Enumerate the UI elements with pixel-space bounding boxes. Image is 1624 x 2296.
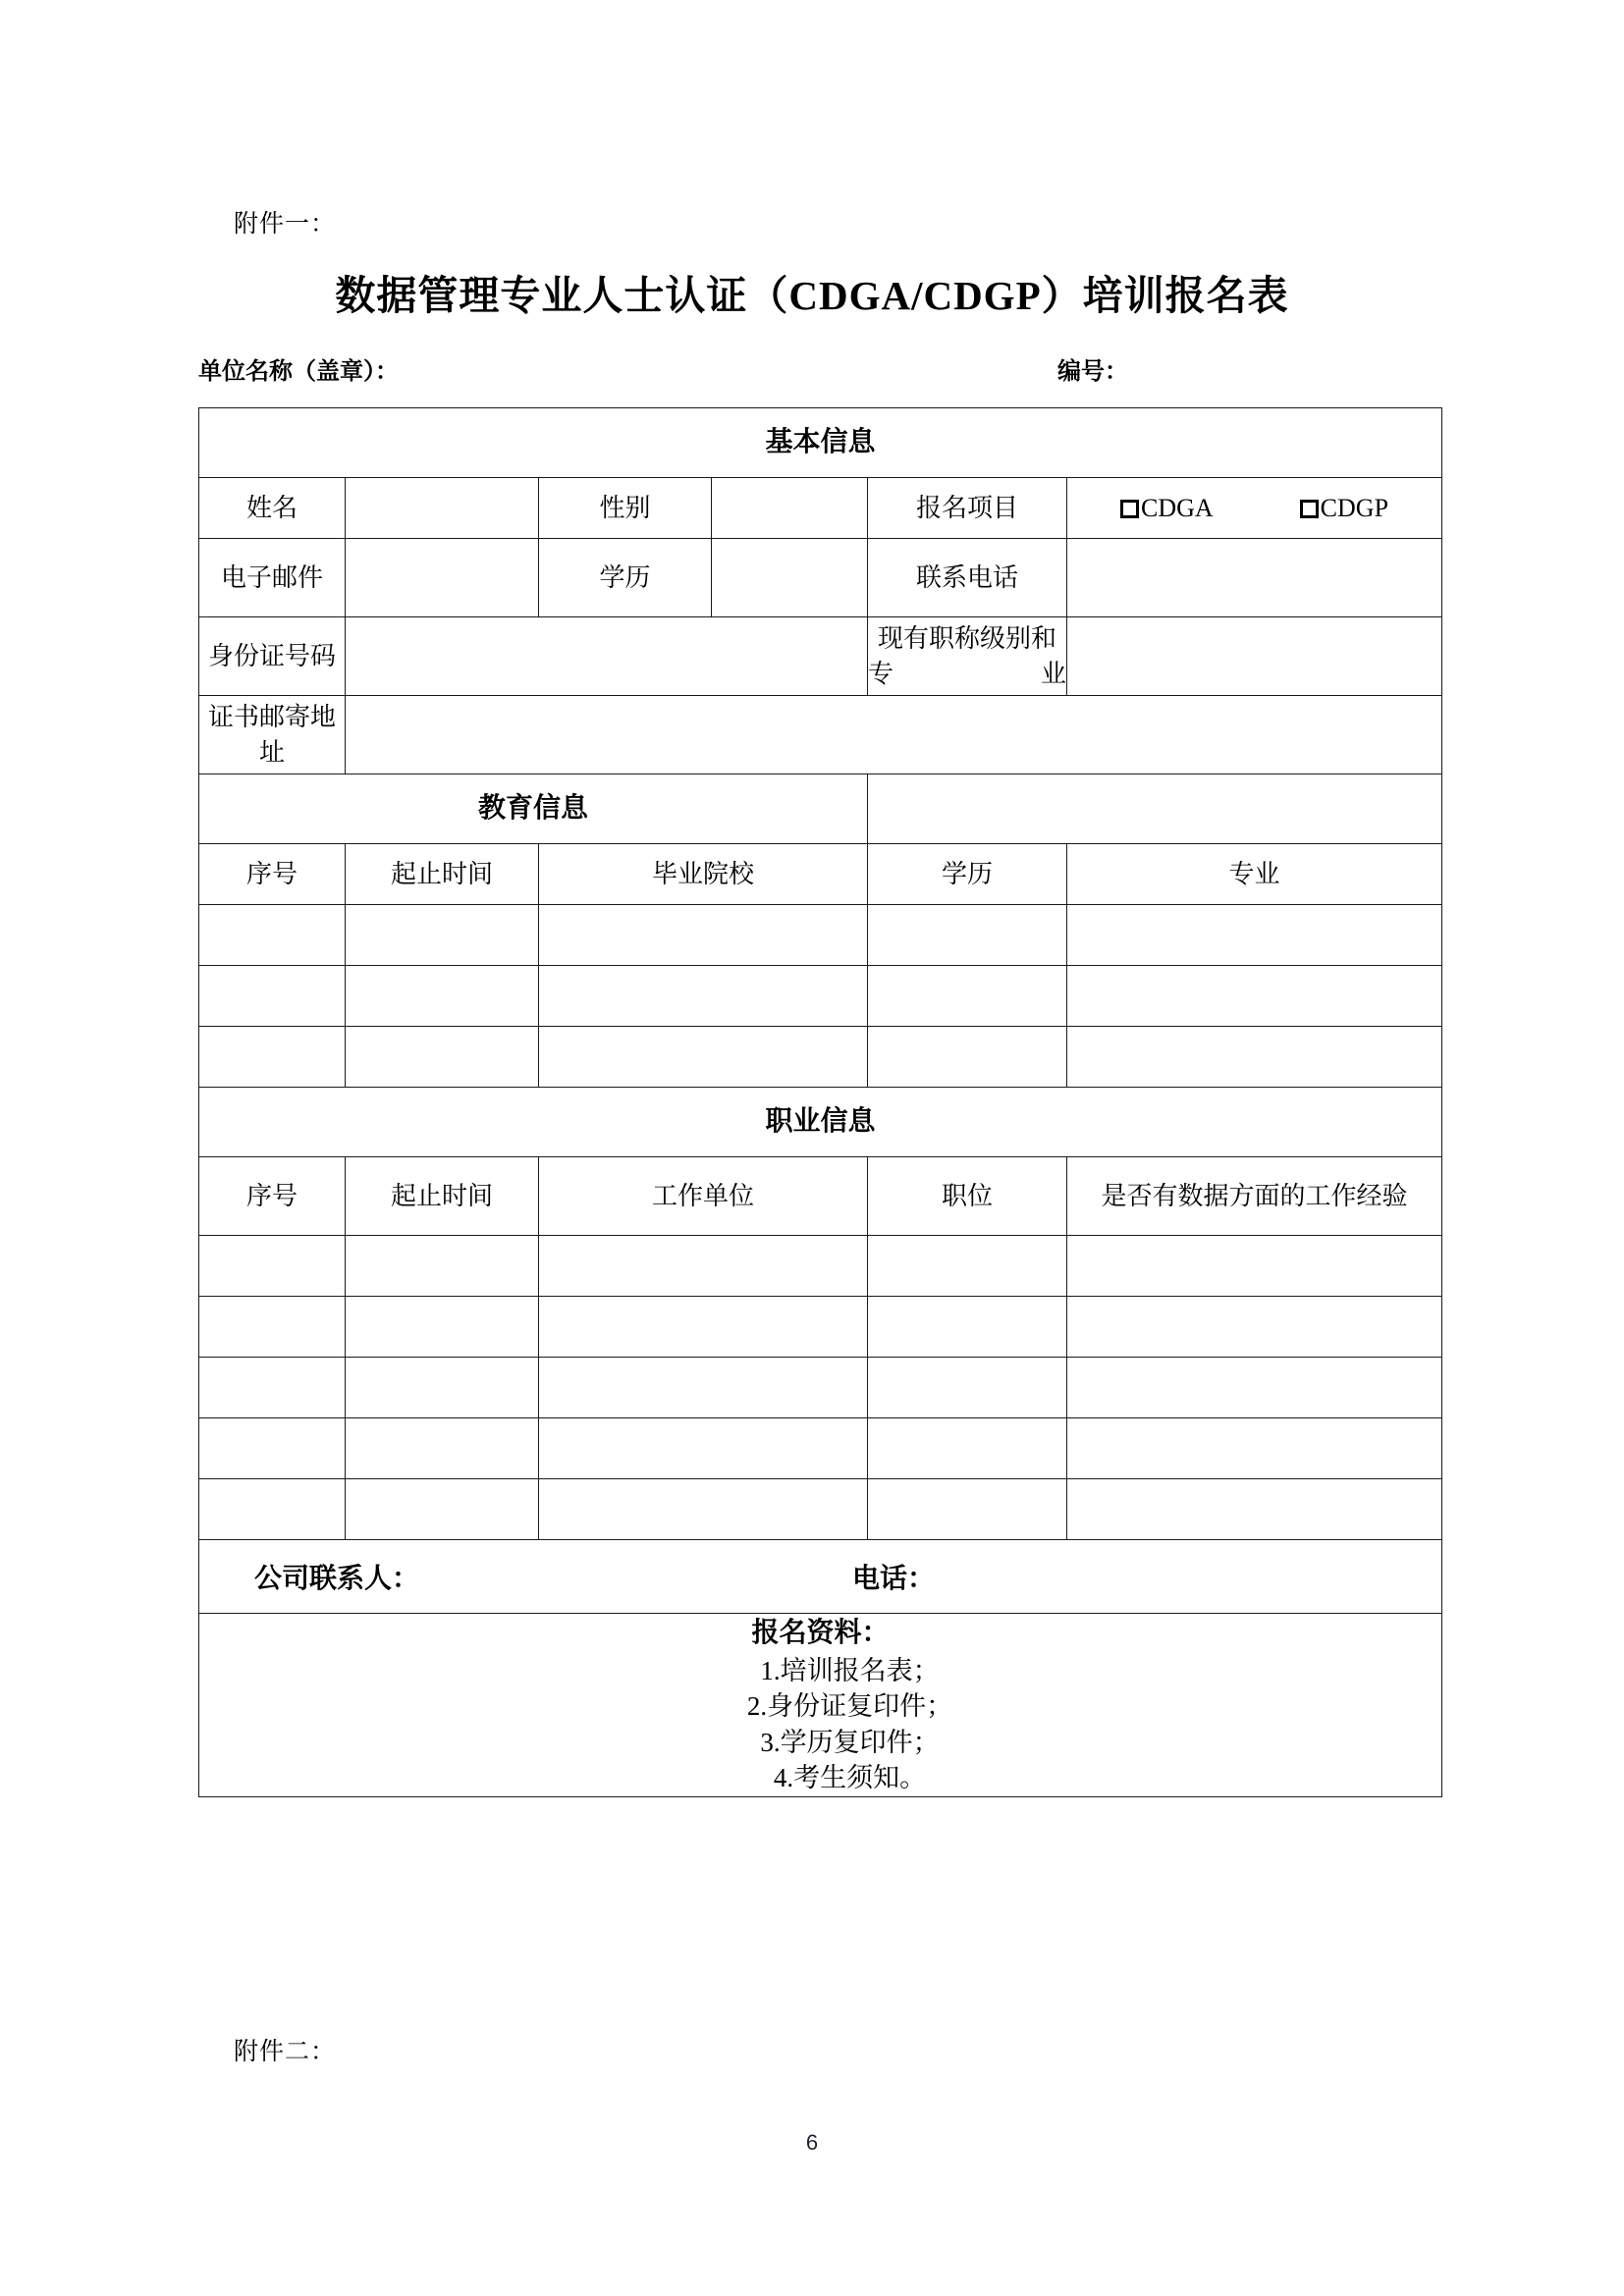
cell-edu-school[interactable] [539, 966, 868, 1027]
cell-job-company[interactable] [539, 1358, 868, 1418]
serial-number-label: 编号： [1057, 358, 1128, 385]
table-row-company-contact [199, 1540, 1442, 1614]
column-header-edu-index: 序号 [199, 844, 346, 905]
cell-edu-school[interactable] [539, 1027, 868, 1088]
section-header-education-spacer [868, 774, 1442, 844]
attachment-label-bottom: 附件二： [234, 2038, 337, 2065]
cell-job-company[interactable] [539, 1236, 868, 1297]
table-row-id-title [199, 617, 1442, 696]
label-cert-address: 证书邮寄地址 [199, 696, 346, 774]
cell-job-period[interactable] [346, 1418, 539, 1479]
cell-job-position[interactable] [868, 1479, 1067, 1540]
company-name-label: 单位名称（盖章）： [198, 358, 399, 385]
column-header-job-position: 职位 [868, 1157, 1067, 1236]
section-title-education-info: 教育信息 [199, 774, 868, 844]
column-header-job-index: 序号 [199, 1157, 346, 1236]
table-row [199, 1297, 1442, 1358]
label-degree: 学历 [539, 539, 712, 617]
materials-list [199, 1653, 1441, 1796]
cell-edu-major[interactable] [1067, 966, 1442, 1027]
registration-form-table [198, 407, 1442, 1797]
table-row [199, 905, 1442, 966]
label-company-contact-person: 公司联系人： [254, 1563, 420, 1593]
label-phone: 联系电话 [868, 539, 1067, 617]
list-item: 2.身份证复印件； [746, 1691, 953, 1722]
table-row [199, 1479, 1442, 1540]
table-header-row-education [199, 844, 1442, 905]
column-header-job-company: 工作单位 [539, 1157, 868, 1236]
cell-edu-degree[interactable] [868, 1027, 1067, 1088]
section-title-basic-info: 基本信息 [199, 408, 1442, 478]
option-cdgp[interactable] [1300, 491, 1388, 525]
cell-job-position[interactable] [868, 1358, 1067, 1418]
cell-edu-major[interactable] [1067, 905, 1442, 966]
cell-job-data-exp[interactable] [1067, 1479, 1442, 1540]
table-header-row-career [199, 1157, 1442, 1236]
list-item: 1.培训报名表； [760, 1655, 940, 1685]
column-header-edu-period: 起止时间 [346, 844, 539, 905]
section-header-row-basic [199, 408, 1442, 478]
field-degree-value[interactable] [712, 539, 868, 617]
cell-edu-period[interactable] [346, 1027, 539, 1088]
column-header-edu-major: 专业 [1067, 844, 1442, 905]
cell-job-position[interactable] [868, 1236, 1067, 1297]
column-header-edu-degree: 学历 [868, 844, 1067, 905]
list-item: 4.考生须知。 [773, 1763, 927, 1793]
checkbox-icon-cdga[interactable] [1120, 500, 1139, 518]
table-row [199, 1027, 1442, 1088]
table-row-email-degree-phone [199, 539, 1442, 617]
table-row [199, 1418, 1442, 1479]
page-number: 6 [805, 2130, 819, 2155]
cell-edu-degree[interactable] [868, 905, 1067, 966]
page-title: 数据管理专业人士认证（CDGA/CDGP）培训报名表 [335, 273, 1289, 318]
field-title-level-value[interactable] [1067, 617, 1442, 696]
cell-job-data-exp[interactable] [1067, 1297, 1442, 1358]
cell-job-company[interactable] [539, 1418, 868, 1479]
section-header-row-career [199, 1088, 1442, 1157]
cell-job-period[interactable] [346, 1297, 539, 1358]
section-title-career-info: 职业信息 [199, 1088, 1442, 1157]
column-header-edu-school: 毕业院校 [539, 844, 868, 905]
section-header-row-education [199, 774, 1442, 844]
table-row [199, 1236, 1442, 1297]
option-cdga[interactable] [1120, 491, 1214, 525]
table-row [199, 966, 1442, 1027]
cell-job-company[interactable] [539, 1479, 868, 1540]
cell-edu-index[interactable] [199, 1027, 346, 1088]
table-row-materials [199, 1614, 1442, 1797]
cell-job-index[interactable] [199, 1236, 346, 1297]
table-row-cert-address [199, 696, 1442, 774]
list-item: 3.学历复印件； [760, 1727, 940, 1757]
header-fields [198, 351, 1441, 385]
option-cdga-label: CDGA [1141, 493, 1214, 522]
cell-job-data-exp[interactable] [1067, 1236, 1442, 1297]
cell-job-index[interactable] [199, 1358, 346, 1418]
label-company-contact-phone: 电话： [852, 1563, 936, 1593]
cell-edu-degree[interactable] [868, 966, 1067, 1027]
field-name-value[interactable] [346, 478, 539, 539]
cell-edu-period[interactable] [346, 905, 539, 966]
table-row-name-gender-program [199, 478, 1442, 539]
cell-job-period[interactable] [346, 1358, 539, 1418]
label-gender: 性别 [539, 478, 712, 539]
cell-edu-index[interactable] [199, 905, 346, 966]
field-cert-address-value[interactable] [346, 696, 1442, 774]
cell-edu-period[interactable] [346, 966, 539, 1027]
cell-job-index[interactable] [199, 1418, 346, 1479]
column-header-job-period: 起止时间 [346, 1157, 539, 1236]
cell-job-period[interactable] [346, 1236, 539, 1297]
cell-job-position[interactable] [868, 1297, 1067, 1358]
checkbox-icon-cdgp[interactable] [1300, 500, 1319, 518]
cell-edu-major[interactable] [1067, 1027, 1442, 1088]
program-options-cell [1067, 478, 1442, 539]
field-id-number-value[interactable] [346, 617, 868, 696]
company-contact-cell [199, 1540, 1442, 1614]
table-row [199, 1358, 1442, 1418]
field-email-value[interactable] [346, 539, 539, 617]
cell-edu-index[interactable] [199, 966, 346, 1027]
cell-job-period[interactable] [346, 1479, 539, 1540]
cell-job-data-exp[interactable] [1067, 1418, 1442, 1479]
field-gender-value[interactable] [712, 478, 868, 539]
cell-job-index[interactable] [199, 1297, 346, 1358]
label-id-number: 身份证号码 [199, 617, 346, 696]
cell-job-index[interactable] [199, 1479, 346, 1540]
label-name: 姓名 [199, 478, 346, 539]
cell-job-company[interactable] [539, 1297, 868, 1358]
cell-job-position[interactable] [868, 1418, 1067, 1479]
label-title-level: 现有职称级别和专业 [868, 617, 1067, 696]
label-email: 电子邮件 [199, 539, 346, 617]
cell-edu-school[interactable] [539, 905, 868, 966]
field-phone-value[interactable] [1067, 539, 1442, 617]
label-program: 报名项目 [868, 478, 1067, 539]
materials-cell [199, 1614, 1442, 1797]
option-cdgp-label: CDGP [1320, 493, 1389, 522]
attachment-label-top: 附件一： [234, 210, 337, 238]
cell-job-data-exp[interactable] [1067, 1358, 1442, 1418]
column-header-job-data-exp: 是否有数据方面的工作经验 [1067, 1157, 1442, 1236]
materials-title: 报名资料： [751, 1617, 890, 1647]
